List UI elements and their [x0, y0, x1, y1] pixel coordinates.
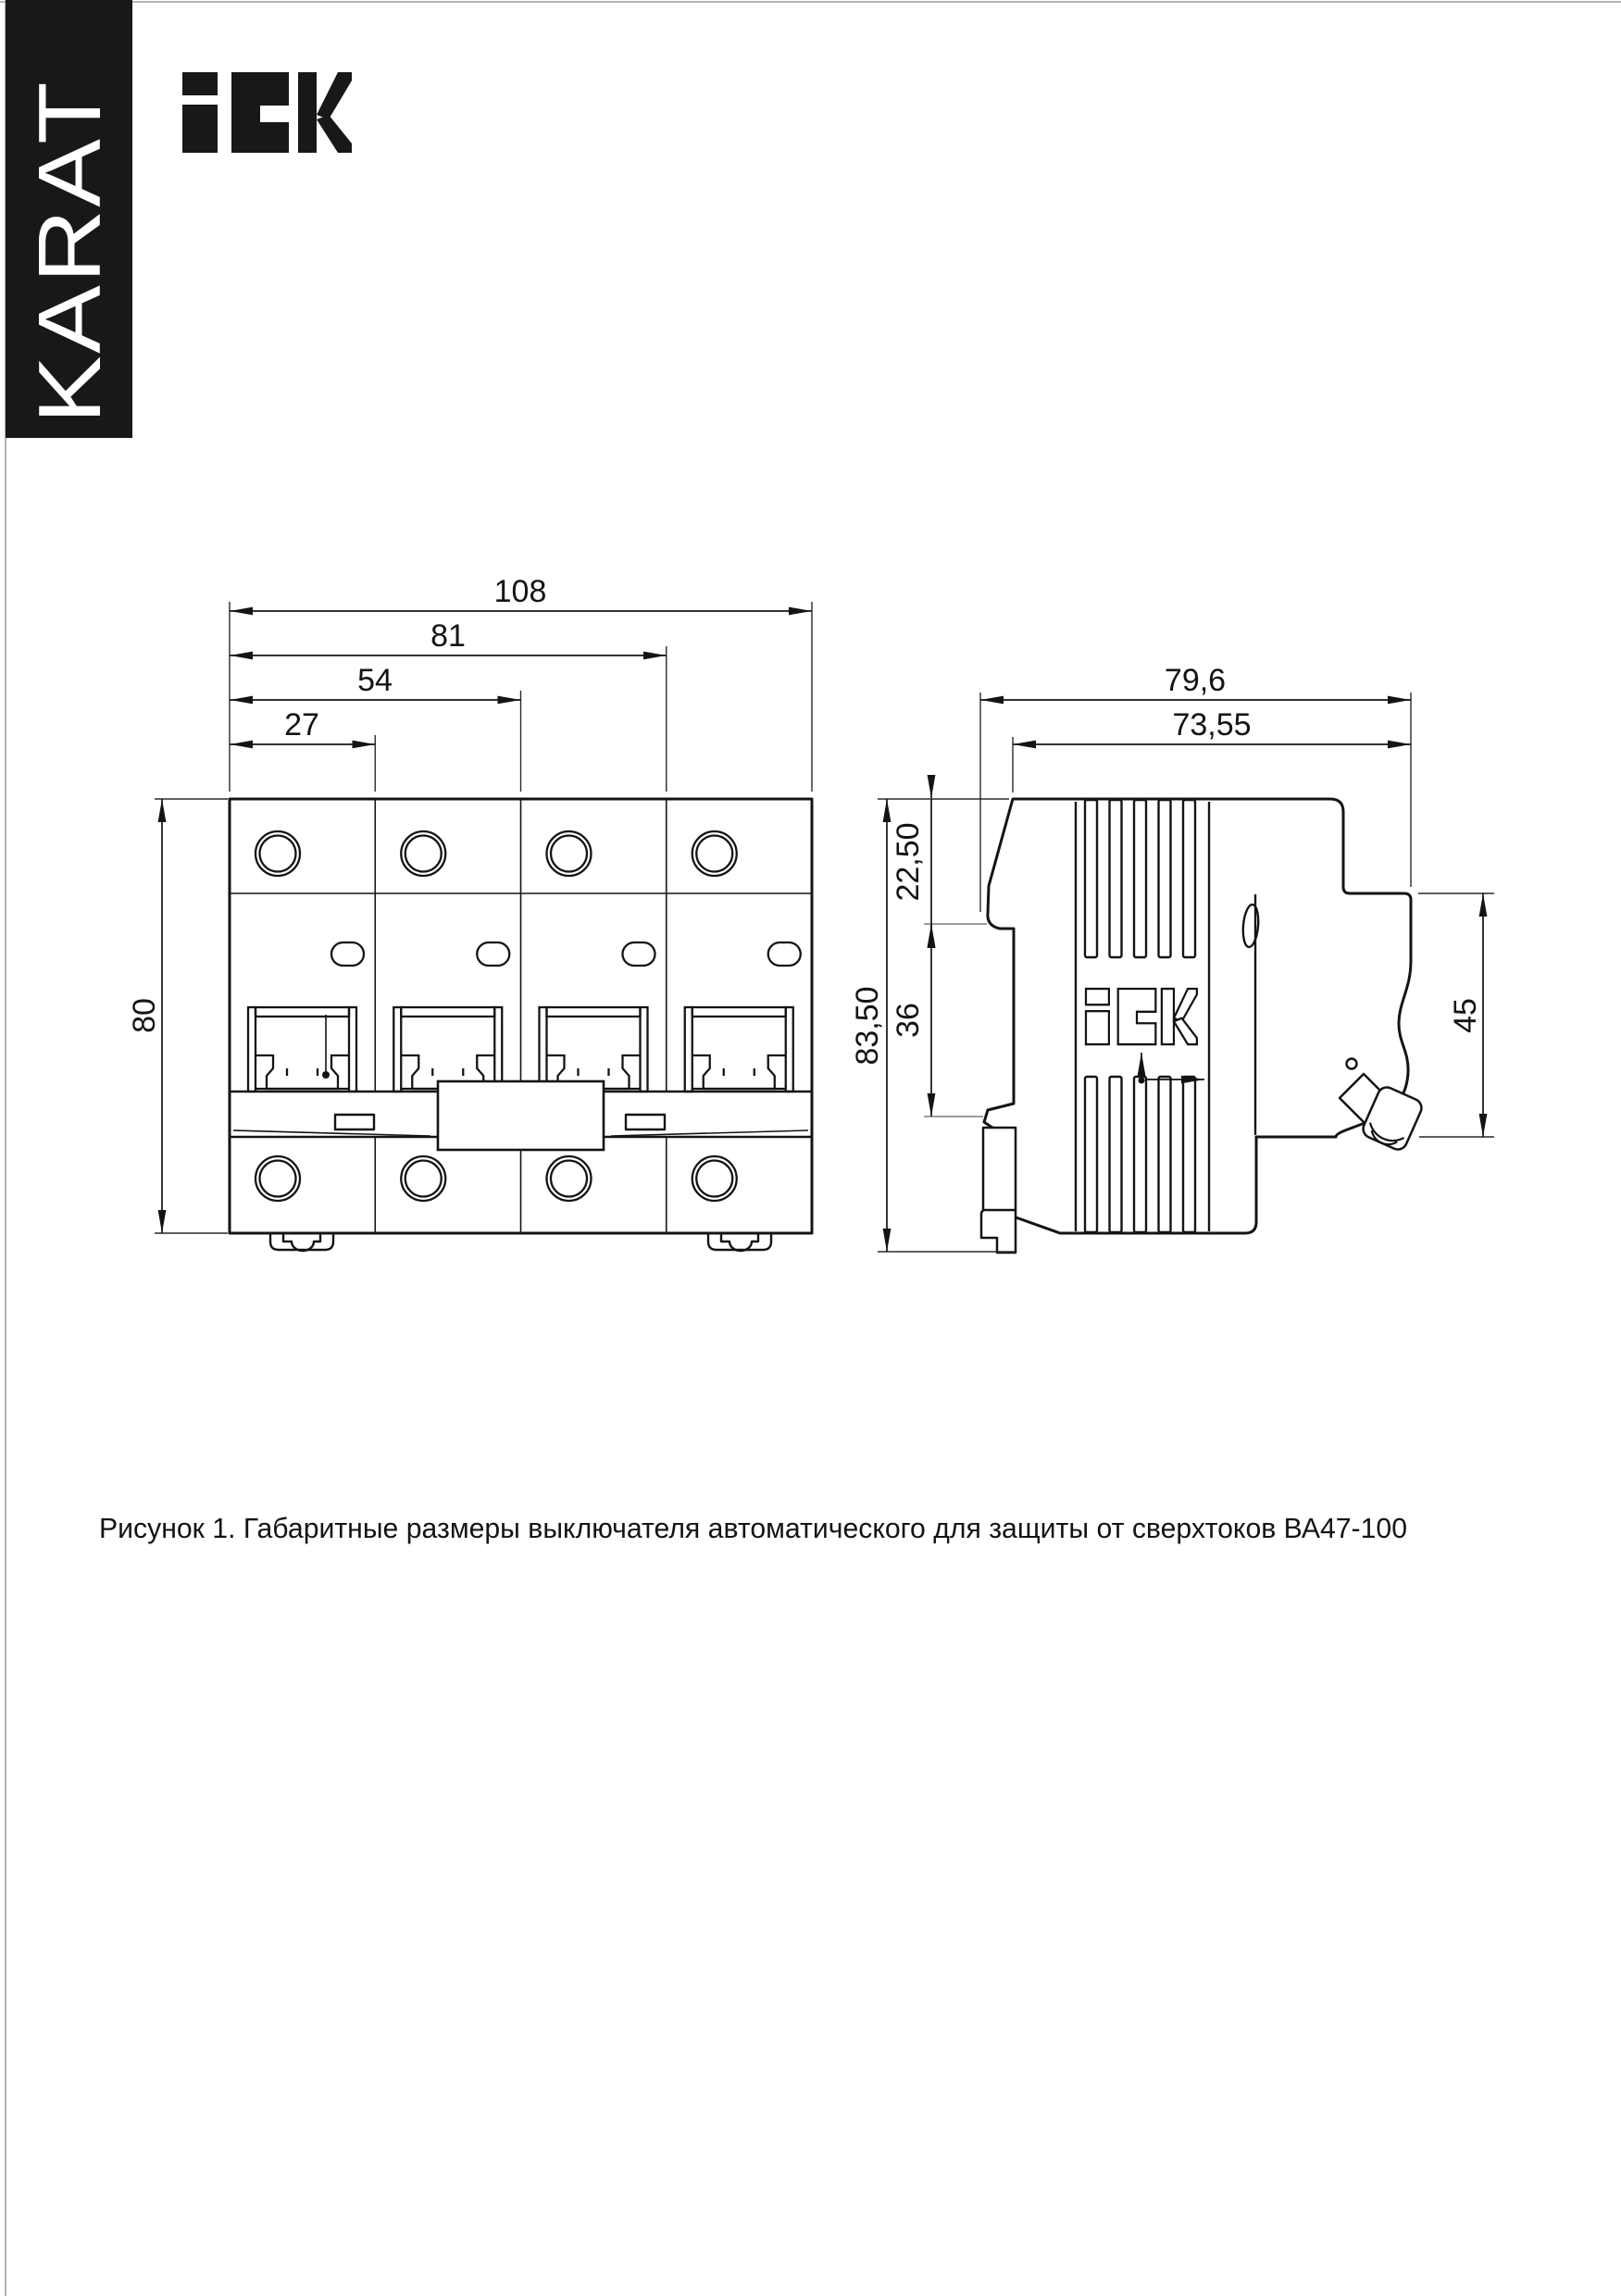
dim-body-depth: 73,55: [1172, 707, 1252, 742]
dim-width-27: 27: [284, 707, 319, 742]
dim-total-depth: 79,6: [1164, 663, 1227, 698]
dim-panel-height: 45: [1448, 998, 1483, 1033]
side-view: [850, 663, 1494, 1253]
front-view: [127, 574, 812, 1251]
dim-width-54: 54: [357, 663, 393, 698]
dim-total-height: 83,50: [850, 986, 885, 1066]
dim-width-81: 81: [430, 618, 466, 654]
dim-total-width: 108: [493, 574, 547, 609]
dim-front-height: 80: [127, 998, 162, 1033]
dim-rail-span: 36: [891, 1003, 926, 1038]
karat-label: KARAT: [20, 125, 119, 424]
karat-banner: [6, 0, 132, 438]
din-tabs: [270, 1233, 771, 1251]
lock-plate: [438, 1081, 604, 1150]
iek-logo: [182, 72, 352, 153]
din-clip: [981, 1128, 1016, 1253]
side-body: [984, 799, 1411, 1233]
figure-caption: Рисунок 1. Габаритные размеры выключателя автоматического для защиты от сверхтоков ВА47-100: [99, 1512, 1407, 1544]
dim-top-offset: 22,50: [891, 822, 926, 902]
